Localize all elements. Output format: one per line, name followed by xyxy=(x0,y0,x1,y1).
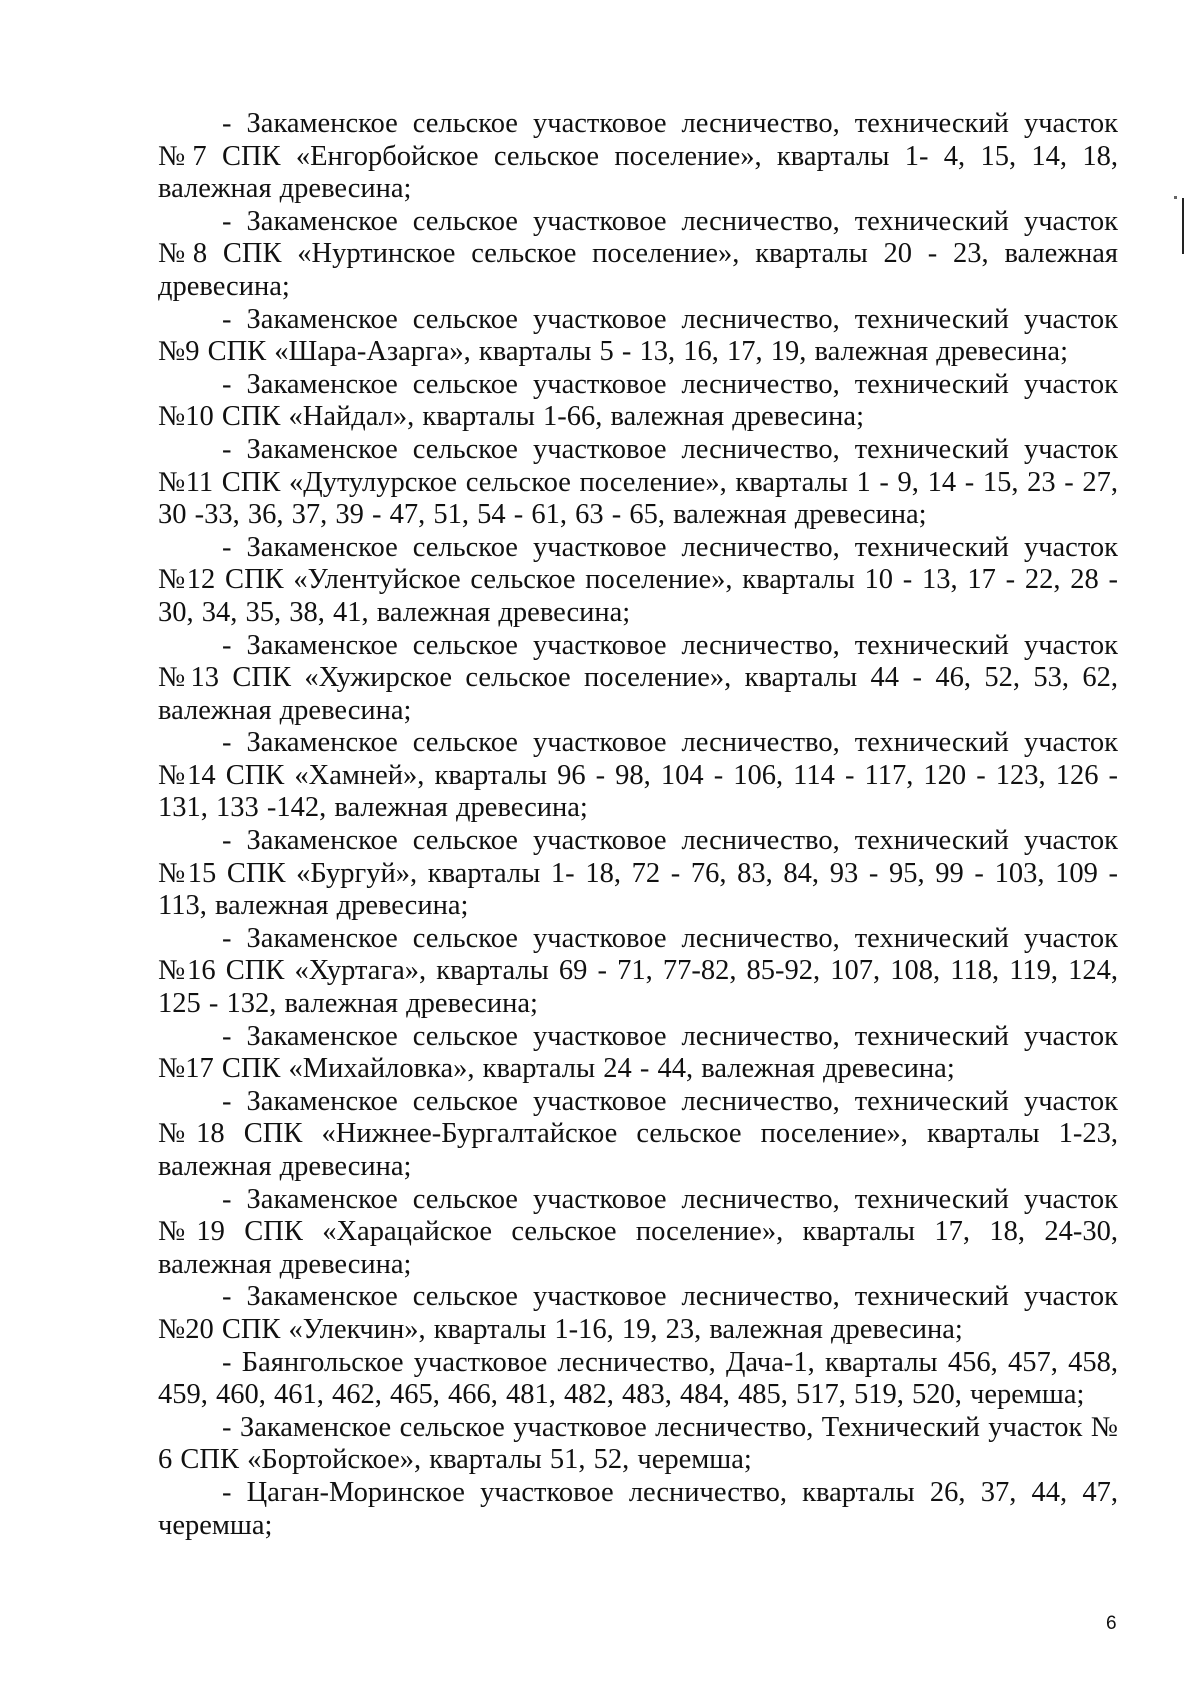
list-item: - Закаменское сельское участковое лесничество, технический участок №19 СПК «Харацайское сельское поселение», кварталы 17, 18, 24-30, валежная древесина; xyxy=(158,1183,1118,1280)
list-item: - Закаменское сельское участковое лесничество, технический участок №18 СПК «Нижнее-Бургалтайское сельское поселение», кварталы 1-23, валежная древесина; xyxy=(158,1085,1118,1182)
list-item: - Цаган-Моринское участковое лесничество, кварталы 26, 37, 44, 47, черемша; xyxy=(158,1476,1118,1541)
scan-artifact xyxy=(1182,198,1184,254)
list-item: - Закаменское сельское участковое лесничество, технический участок №15 СПК «Бургуй», кварталы 1- 18, 72 - 76, 83, 84, 93 - 95, 99 - 103, 109 - 113, валежная древесина; xyxy=(158,825,1118,922)
list-item: - Баянгольское участковое лесничество, Дача-1, кварталы 456, 457, 458, 459, 460, 461, 462, 465, 466, 481, 482, 483, 484, 485, 517, 519, 520, черемша; xyxy=(158,1346,1118,1411)
list-item: - Закаменское сельское участковое лесничество, технический участок №12 СПК «Улентуйское сельское поселение», кварталы 10 - 13, 17 - 22, 28 - 30, 34, 35, 38, 41, валежная древесина; xyxy=(158,531,1118,628)
list-item: - Закаменское сельское участковое лесничество, технический участок №8 СПК «Нуртинское сельское поселение», кварталы 20 - 23, валежная древесина; xyxy=(158,205,1118,302)
scan-artifact xyxy=(1174,196,1177,199)
list-item: - Закаменское сельское участковое лесничество, технический участок №16 СПК «Хуртага», кварталы 69 - 71, 77-82, 85-92, 107, 108, 118, 119, 124, 125 - 132, валежная древесина; xyxy=(158,922,1118,1020)
list-item: - Закаменское сельское участковое лесничество, технический участок №17 СПК «Михайловка», кварталы 24 - 44, валежная древесина; xyxy=(158,1020,1118,1085)
page-number: 6 xyxy=(1106,1613,1117,1634)
list-item: - Закаменское сельское участковое лесничество, технический участок №13 СПК «Хужирское сельское поселение», кварталы 44 - 46, 52, 53, 62, валежная древесина; xyxy=(158,629,1118,726)
list-item: - Закаменское сельское участковое лесничество, технический участок №7 СПК «Енгорбойское сельское поселение», кварталы 1- 4, 15, 14, 18, валежная древесина; xyxy=(158,108,1118,205)
list-item: - Закаменское сельское участковое лесничество, Технический участок № 6 СПК «Бортойское», кварталы 51, 52, черемша; xyxy=(158,1411,1118,1476)
list-item: - Закаменское сельское участковое лесничество, технический участок №14 СПК «Хамней», кварталы 96 - 98, 104 - 106, 114 - 117, 120 - 123, 126 - 131, 133 -142, валежная древесина; xyxy=(158,727,1118,824)
list-item: - Закаменское сельское участковое лесничество, технический участок №9 СПК «Шара-Азарга», кварталы 5 - 13, 16, 17, 19, валежная древесина; xyxy=(158,303,1118,368)
list-item: - Закаменское сельское участковое лесничество, технический участок №11 СПК «Дутулурское сельское поселение», кварталы 1 - 9, 14 - 15, 23 - 27, 30 -33, 36, 37, 39 - 47, 51, 54 - 61, 63 - 65, валежная древесина; xyxy=(158,433,1118,531)
document-body xyxy=(158,108,1118,1542)
list-item: - Закаменское сельское участковое лесничество, технический участок №10 СПК «Найдал», кварталы 1-66, валежная древесина; xyxy=(158,368,1118,433)
list-item: - Закаменское сельское участковое лесничество, технический участок №20 СПК «Улекчин», кварталы 1-16, 19, 23, валежная древесина; xyxy=(158,1281,1118,1345)
